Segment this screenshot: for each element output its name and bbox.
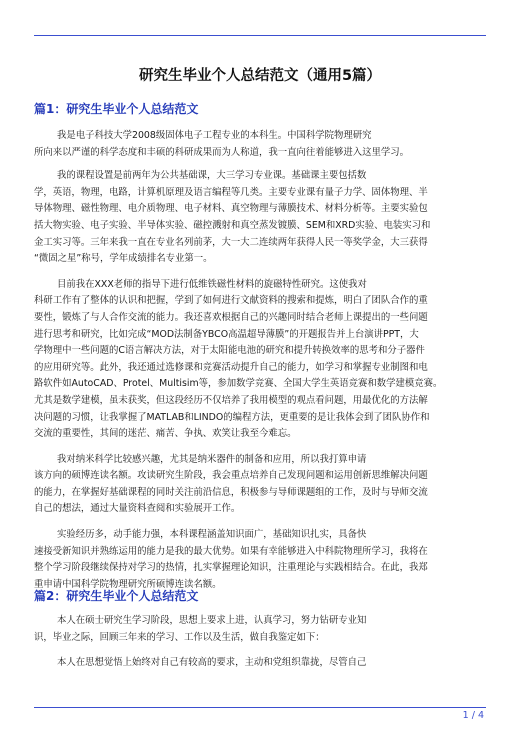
paragraph-line: 重申请中国科学院物理研究所硕博连读名额。 bbox=[34, 578, 222, 590]
paragraph-line: 的应用研究等。此外，我还通过选修课和竞赛活动提升自己的能力，如学习和掌握专业制图和电 bbox=[34, 361, 428, 373]
paragraph bbox=[34, 655, 486, 672]
paragraph-line: 尤其是数学建模，虽未获奖，但这段经历不仅培养了我用模型的观点看问题，用最优化的方法解 bbox=[34, 394, 428, 406]
paragraph-line: 我对纳米科学比较感兴趣，尤其是纳米器件的制备和应用，所以我打算申请 bbox=[57, 453, 367, 465]
paragraph bbox=[34, 128, 486, 161]
paragraph-line: 导体物理、磁性物理、电介质物理、电子材料、真空物理与薄膜技术、材料分析等。主要实验包 bbox=[34, 203, 428, 215]
section-body-2 bbox=[34, 613, 486, 672]
paragraph-line: 识，毕业之际，回顾三年来的学习、工作以及生活，做自我鉴定如下： bbox=[34, 631, 325, 643]
paragraph-line: 本人在思想觉悟上始终对自己有较高的要求，主动和党组织靠拢，尽管自己 bbox=[57, 657, 367, 669]
paragraph-line: 括大物实验、电子实验、半导体实验、磁控溅射和真空蒸发镀膜、SEM和XRD实验、电装实习和 bbox=[34, 219, 431, 231]
paragraph bbox=[34, 168, 486, 268]
paragraph-line: 金工实习等。三年来我一直在专业名列前茅，大一大二连续两年获得人民一等奖学金，大三获得 bbox=[34, 236, 428, 248]
paragraph-line: 交流的重要性，其间的迷茫、痛苦、争执、欢笑让我至今难忘。 bbox=[34, 428, 297, 440]
paragraph-line: 要性，锻炼了与人合作交流的能力。我还喜欢根据自己的兴趣同时结合老师上课提出的一些问题 bbox=[34, 311, 428, 323]
page-indicator: 1 / 4 bbox=[462, 710, 484, 721]
paragraph-line: 速接受新知识并熟练运用的能力是我的最大优势。如果有幸能够进入中科院物理所学习，我将在 bbox=[34, 545, 428, 557]
paragraph-line: 学，英语，物理，电路，计算机原理及语言编程等几类。主要专业课有量子力学、固体物理、半 bbox=[34, 186, 428, 198]
paragraph bbox=[34, 452, 486, 518]
paragraph bbox=[34, 277, 486, 443]
header-rule bbox=[34, 35, 486, 36]
paragraph-line: 实验经历多，动手能力强，本科课程涵盖知识面广，基础知识扎实，具备快 bbox=[57, 529, 367, 541]
document-title: 研究生毕业个人总结范文（通用5篇） bbox=[138, 68, 382, 84]
paragraph-line: 进行思考和研究，比如完成“MOD法制备YBCO高温超导薄膜”的开题报告并上台演讲PPT，大 bbox=[34, 328, 419, 340]
paragraph-line: “微固之星”称号，学年成绩排名专业第一。 bbox=[34, 253, 213, 265]
paragraph-line: 整个学习阶段继续保持对学习的热情，扎实掌握理论知识，注重理论与实践相结合。在此，我郑 bbox=[34, 562, 428, 574]
paragraph-line: 的能力，在掌握好基础课程的同时关注前沿信息，积极参与导师课题组的工作，及时与导师交流 bbox=[34, 486, 428, 498]
section-heading-1: 篇1：研究生毕业个人总结范文 bbox=[34, 102, 199, 116]
paragraph-line: 该方向的硕博连读名额。攻读研究生阶段，我会重点培养自己发现问题和运用创新思维解决问题 bbox=[34, 470, 428, 482]
paragraph-line: 本人在硕士研究生学习阶段，思想上要求上进，认真学习，努力钻研专业知 bbox=[57, 615, 367, 626]
paragraph-line: 我的课程设置是前两年为公共基础课，大三学习专业课。基础课主要包括数 bbox=[57, 170, 367, 182]
paragraph-line: 学物理中一些问题的C语言解决方法，对于太阳能电池的研究和提升转换效率的思考和分子器件 bbox=[34, 345, 425, 357]
section-body-1 bbox=[34, 128, 486, 593]
paragraph bbox=[34, 613, 486, 646]
paragraph-line: 目前我在XXX老师的指导下进行低维铁磁性材料的旋磁特性研究。这使我对 bbox=[57, 278, 367, 290]
paragraph-line: 我是电子科技大学2008级固体电子工程专业的本科生。中国科学院物理研究 bbox=[57, 130, 372, 141]
paragraph-line: 决问题的习惯，让我掌握了MATLAB和LINDO的编程方法，更重要的是让我体会到了团队协作和 bbox=[34, 411, 430, 423]
paragraph-line: 自己的想法，通过大量资料查阅和实验展开工作。 bbox=[34, 503, 241, 515]
paragraph-line: 路软件如AutoCAD、Protel、Multisim等，参加数学竞赛、全国大学生英语竞赛和数学建模竞赛。 bbox=[34, 378, 443, 390]
paragraph-line: 科研工作有了整体的认识和把握，学到了如何进行文献资料的搜索和提炼，明白了团队合作的重 bbox=[34, 295, 428, 307]
footer-rule bbox=[34, 707, 486, 708]
paragraph bbox=[34, 527, 486, 593]
paragraph-line: 所向来以严谨的科学态度和丰硕的科研成果而为人称道，我一直向往着能够进入这里学习。 bbox=[34, 146, 410, 158]
section-heading-2: 篇2：研究生毕业个人总结范文 bbox=[34, 589, 199, 603]
